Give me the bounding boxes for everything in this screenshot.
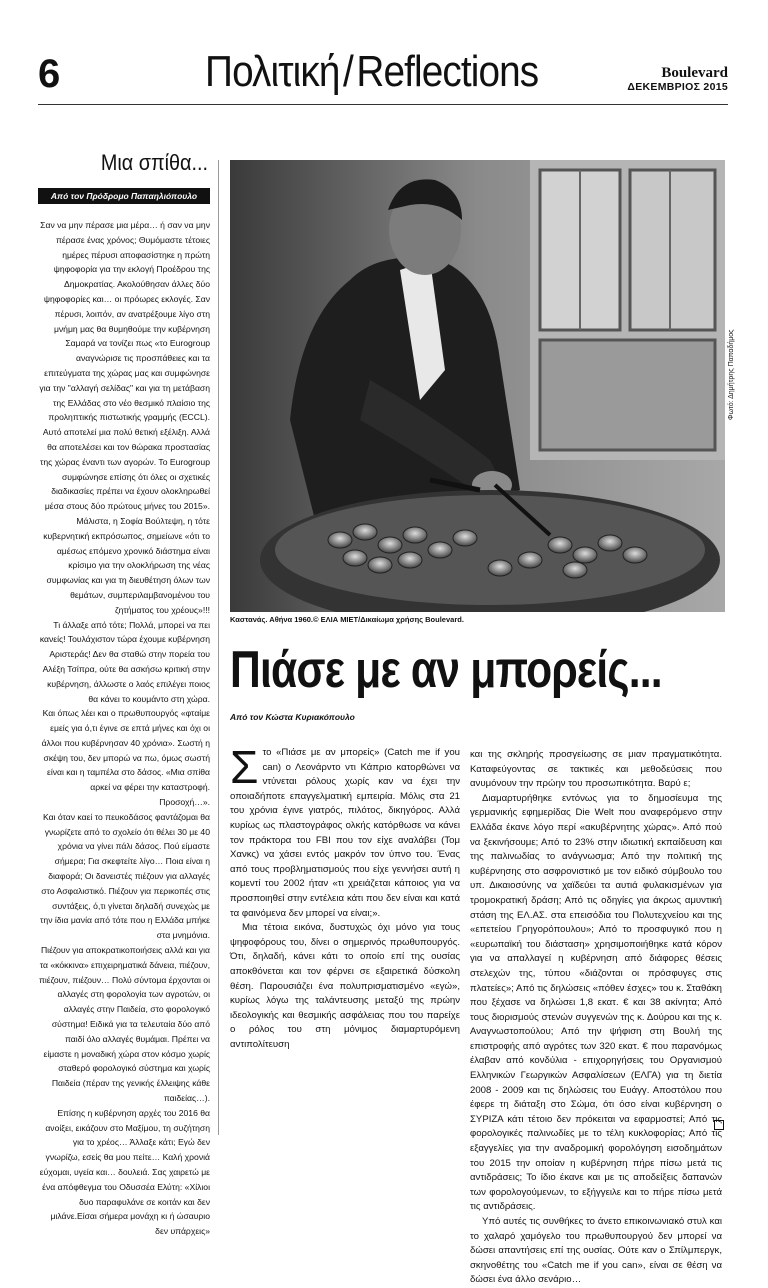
end-of-article-mark: [714, 1120, 724, 1130]
header-rule: [38, 104, 728, 105]
main-paragraph: Διαμαρτυρήθηκε εντόνως για το δημοσίευμα της γερμανικής εφημερίδας Die Welt που αναφερόμενο στην Ελλάδα έκανε λόγο περί «ακυβέρνητης χώρας». Από πού να ξεκινήσουμε; Από το 23% στην ιδιωτική εκπαίδευση και της παλινωδίας το ανάγνωσμα; Από την πολιτική της κυβέρνησης στο ασφρονιστικό με τον ειδικό σύμβουλο του υπ. Δικαιοσύνης να χαϊδεύει τα αυτιά φυλακισμένων για τρομοκρατική δράση; Από τις οδηγίες για άκρως αμυντική στάση της ΕΛ.ΑΣ. στα επεισόδια του Πολυτεχνείου και της «επετείου Γρηγορόπουλου»; Από το προσφυγικό που η «ευρωπαϊκή του διάσταση» χρησιμοποιήθηκε κατά κόρον για να απαλλαγεί η κυβέρνηση από διάφορες θέσεις στελεχών της, τύπου «διάζονται οι πρόσφυγες στις πλατείες»; Από τις δηλώσεις «πόθεν έσχες» του κ. Σταθάκη που ξέχασε να δηλώσει 1,8 εκατ. € και 38 ακίνητα; Από τους διορισμούς στενών συγγενών της κ. Δούρου και της κ. Αναγνωστοπούλου; Από την ψήφιση στη Βουλή της επιστροφής από αγρότες των 320 εκατ. € που παρανόμως έλαβαν από κονδύλια - επιχορηγήσεις του Οργανισμού Ελληνικών Γεωργικών Ασφαλίσεων (ΕΛΓΑ) για τη διετία 2008 - 2009 και τις δηλώσεις του Ευάγγ. Αποστόλου που έφερε τη διάταξη στο Σώμα, ότι όσο είναι κυβέρνηση ο ΣΥΡΙΖΑ κάτι τέτοιο δεν πρόκειται να εφαρμοστεί; Από τις φορολογικές παλινωδίες με το τέλη κυκλοφορίας; Από τις εξαγγελίες για την αναδρομική φορολόγηση εισοδημάτων του 2015 την οποίαν η κυβέρνηση πήρε πίσω μετά τις αντιδράσεις; Το ίδιο έκανε και με τις αποδείξεις δαπανών των φορολογούμενων, το εξήγγειλε και το πήρε πίσω μετά τις αντιδράσεις.: [470, 792, 722, 1213]
page-number: 6: [38, 52, 60, 96]
column-divider: [218, 160, 219, 1135]
main-article-column-1: [230, 741, 460, 1052]
main-paragraph: και της σκληρής προσγείωσης σε μιαν πραγματικότητα. Καταφεύγοντας σε τακτικές και μεθοδεύσεις που ανυμόνουν την πρώην του προσωπικότητα. Βαρύ ε;: [470, 749, 722, 790]
section-title: [205, 47, 538, 97]
brand-name: Boulevard: [661, 65, 728, 81]
left-paragraph: Μάλιστα, η Σοφία Βούλτεψη, η τότε κυβερνητική εκπρόσωπος, σημείωνε «ότι το αμέσως επόμενο χρονικό διάστημα είναι κρίσιμο για την ολοκλήρωση της νέας συμφωνίας και για τη διευθέτηση όλων των θεμάτων, συμπεριλαμβανομένου του ζητήματος του χρέους»!!!: [43, 515, 210, 615]
photo-caption: Καστανάς. Αθήνα 1960.© ΕΛΙΑ ΜΙΕΤ/Δικαίωμα χρήσης Boulevard.: [230, 615, 464, 624]
main-paragraph: Μια τέτοια εικόνα, δυστυχώς όχι μόνο για τους ψηφοφόρους του, δίνει ο σημερινός πρωθυπουργός. Ότι, δηλαδή, κάνει κάτι το οποίο επί της ουσίας αποκθόνεται και τον φέρνει σε εξαιρετικά δύσκολη θέση. Παρουσιάζει ένα πολυπρισματισμένο «εγώ», κυρίως λόγω της ταλάντευσης μεταξύ της πρώην ιδεολογικής και θεσμικής ασφάλειας που του παρείχε ο ρόλος του στη μόνιμος διαμαρτυρόμενη αντιπολίτευση: [230, 922, 460, 1050]
section-separator: /: [342, 47, 353, 96]
main-article-column-2: [470, 748, 722, 1288]
left-paragraph: Και όπως λέει και ο πρωθυπουργός «φταίμε εμείς για ό,τι έγινε σε επτά μήνες και όχι οι άλλοι που κυβέρνησαν 40 χρόνια». Σωστή η σκέψη του, δεν μπορώ να πω, όμως σωστή είναι και η ταμπέλα στο δάσος. «Μια σπίθα αρκεί να φέρει την καταστροφή. Προσοχή…».: [41, 708, 210, 808]
left-article: [38, 150, 210, 1239]
section-name-en: Reflections: [356, 47, 539, 96]
main-byline: Από τον Κώστα Κυριακόπουλο: [230, 712, 355, 722]
left-paragraph: Τι άλλαξε από τότε; Πολλά, μπορεί να πει κανείς! Τουλάχιστον τώρα έχουμε κυβέρνηση Αριστεράς! Δεν θα σταθώ στην πορεία του Αλέξη Τσίπρα, ούτε θα ασκήσω κριτική στην κυβέρνηση, άλλωστε ο λαός επιλέγει ποιος θα κάνει το κουμάντο στη χώρα.: [39, 619, 210, 704]
left-paragraph: Σαν να μην πέρασε μια μέρα… ή σαν να μην πέρασε ένας χρόνος; Θυμόμαστε τέτοιες ημέρες πέρυσι αποφασίστηκε η πρώτη ψηφοφορία για την εκλογή Προέδρου της Δημοκρατίας. Ακολούθησαν άλλες δύο ψηφοφορίες και… οι πρόωρες εκλογές. Σαν πέρυσι, λοιπόν, αν ανατρέξουμε λίγο στη μνήμη μας θα θυμηθούμε την κυβέρνηση Σαμαρά να τονίζει πως «το Eurogroup αναγνώρισε τις προσπάθειες και τα επιτεύγματα της χώρας μας και συμφώνησε για την "αλλαγή σελίδας" και για τη μετάβαση της Ελλάδας στο νέο θεσμικό πλαίσιο της προληπτικής πιστωτικής γραμμής (ECCL). Αυτό αποτελεί μια πολύ θετική εξέλιξη. Αλλά θα αποτελέσει και τον θώρακα προστασίας της χώρας έναντι των αγορών. Το Eurogroup συμφώνησε επίσης ότι όλες οι σχετικές διαδικασίες πρέπει να έχουν ολοκληρωθεί μέσα στους δύο πρώτους μήνες του 2015».: [39, 220, 210, 512]
left-paragraph: Και όταν καεί το πευκοδάσος φαντάζομαι θα γνωρίζετε από το σχολείο ότι θέλει 30 με 40 χρόνια να γίνει πάλι δάσος. Πού είμαστε σήμερα; Για σκεφτείτε λίγο… Ποια είναι η διαφορά; Οι δανειστές πιέζουν για αλλαγές στο Ασφαλιστικό. Πιέζουν για περικοπές στις συντάξεις, ό,τι γίνεται δηλαδή συνεχώς με την ίδια μανία από τότε που η Ελλάδα μπήκε στα μνημόνια.: [40, 811, 210, 941]
main-paragraph: Υπό αυτές τις συνθήκες το άνετο επικοινωνιακό στυλ και το χαλαρό χαμόγελο του πρωθυπουργού δεν μπορεί να δώσει απαντήσεις επί της ουσίας. Ούτε καν ο Σπίλμπεργκ, σκηνοθέτης του «Catch me if you can», είναι σε θέση να δώσει ένα άλλο σενάριο…: [470, 1216, 722, 1286]
main-paragraph: το «Πιάσε με αν μπορείς» (Catch me if you can) ο Λεονάρντο ντι Κάπριο κατορθώνει να ντύνεται ρόλους χωρίς καν να έχει την οποιαδήποτε επαγγελματική εμπειρία. Μόλις στα 21 του χρόνια έγινε γιατρός, πιλότος, δικηγόρος. Αλλά κυρίως ως πλαστογράφος ολκής κατόρθωσε να κάνει τον πράκτορα του FBI που τον είχε αναλάβει (Τομ Χανκς) να χάσει εντός μακρόν τον ύπνο του. Ένας από τους προβληματισμούς που είχε γεννήσει αυτή η κομεντί του 2002 ήταν «τι χρειάζεται κάποιος για να προσποιηθεί στην εντέλεια κάτι που δεν είναι και κατά τα φαινόμενα δεν μπορεί να είναι;».: [230, 747, 460, 919]
left-article-title: Μια σπίθα...: [100, 150, 208, 175]
left-paragraph: Πιέζουν για αποκρατικοποιήσεις αλλά και για τα «κόκκινα» επιχειρηματικά δάνεια, πιέζουν, πιέζουν, πιέζουν… Πολύ σύντομα έρχονται οι αλλαγές στη φορολογία των αγροτών, οι αλλαγές στην Παιδεία, στο φορολογικό σύστημα! Ειδικά για τα τελευταία δύο από παιδί όλο αλλαγές θυμάμαι. Πρέπει να είμαστε η μοναδική χώρα στον κόσμο χωρίς σταθερό φορολογικό σύστημα και χωρίς Παιδεία (πέραν της γενικής έλλειψης κάθε παιδείας…).: [38, 945, 210, 1104]
left-article-byline: Από τον Πρόδρομο Παπαηλιόπουλο: [38, 188, 210, 204]
drop-cap: Σ: [230, 741, 259, 793]
issue-date: ΔΕΚΕΜΒΡΙΟΣ 2015: [627, 81, 728, 93]
article-photo: [230, 160, 725, 612]
photo-credit: Φωτό: Δημήτρης Παπαδήμος: [728, 329, 735, 420]
section-name: Πολιτική: [205, 47, 340, 96]
left-article-body: [38, 218, 210, 1239]
main-headline: Πιάσε με αν μπορείς...: [230, 641, 662, 699]
left-paragraph: Επίσης η κυβέρνηση αρχές του 2016 θα ανοίξει, εικάζουν στο Μαξίμου, τη συζήτηση για το χρέος… Άλλαξε κάτι; Εγώ δεν γνωρίζω, εσείς θα μου πείτε… Καλή χρονιά εύχομαι, υγεία και… δουλειά. Σας χαιρετώ με ένα απόφθεγμα του Οδυσσέα Ελύτη: «Χίλιοι δυο παραφυλάνε σε κοιτάν και δεν μιλάνε.Είσαι σήμερα μονάχη κι ή ώσαυριο δεν υπάρχεις»: [39, 1107, 210, 1237]
chestnut-seller-photo: [230, 160, 725, 612]
brand-block: [627, 66, 728, 93]
